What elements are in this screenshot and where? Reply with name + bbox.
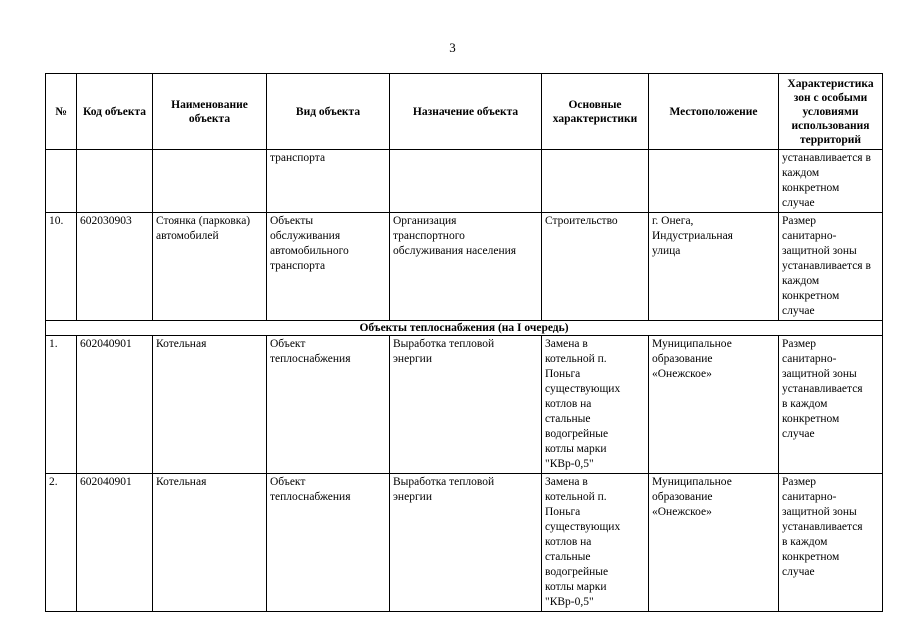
cell-location: [649, 150, 779, 213]
table-row: [46, 474, 883, 612]
cell-characteristics: Замена в котельной п. Поньга существующих котлов на стальные водогрейные котлы марки "КВр-0,5": [542, 336, 649, 474]
page-number: 3: [449, 40, 456, 55]
cell-purpose: Организация транспортного обслуживания населения: [390, 213, 542, 321]
table-row-continuation: [46, 150, 883, 213]
cell-location: Муниципальное образование «Онежское»: [649, 474, 779, 612]
cell-number: 10.: [46, 213, 77, 321]
cell-zones: Размер санитарно- защитной зоны устанавливается в каждом конкретном случае: [779, 213, 883, 321]
cell-name: Котельная: [153, 474, 267, 612]
header-characteristics: Основные характеристики: [542, 74, 649, 150]
cell-location: Муниципальное образование «Онежское»: [649, 336, 779, 474]
objects-table: [45, 73, 883, 612]
table-header-row: [46, 74, 883, 150]
header-location: Местоположение: [649, 74, 779, 150]
cell-type: Объект теплоснабжения: [267, 474, 390, 612]
header-special-zones: Характеристика зон с особыми условиями использования территорий: [779, 74, 883, 150]
table-row: [46, 336, 883, 474]
cell-zones: Размер санитарно- защитной зоны устанавливается в каждом конкретном случае: [779, 336, 883, 474]
cell-number: [46, 150, 77, 213]
header-object-code: Код объекта: [77, 74, 153, 150]
section-row: [46, 321, 883, 336]
cell-zones: Размер санитарно- защитной зоны устанавливается в каждом конкретном случае: [779, 474, 883, 612]
cell-code: [77, 150, 153, 213]
header-object-name: Наименование объекта: [153, 74, 267, 150]
cell-characteristics: Строительство: [542, 213, 649, 321]
cell-location: г. Онега, Индустриальная улица: [649, 213, 779, 321]
cell-number: 1.: [46, 336, 77, 474]
cell-characteristics: [542, 150, 649, 213]
section-title: Объекты теплоснабжения (на I очередь): [46, 321, 883, 336]
table-row: [46, 213, 883, 321]
cell-code: 602030903: [77, 213, 153, 321]
cell-purpose: Выработка тепловой энергии: [390, 474, 542, 612]
cell-number: 2.: [46, 474, 77, 612]
cell-purpose: Выработка тепловой энергии: [390, 336, 542, 474]
cell-name: [153, 150, 267, 213]
header-object-type: Вид объекта: [267, 74, 390, 150]
cell-zones: устанавливается в каждом конкретном случае: [779, 150, 883, 213]
cell-type: Объекты обслуживания автомобильного транспорта: [267, 213, 390, 321]
header-number: №: [46, 74, 77, 150]
cell-name: Котельная: [153, 336, 267, 474]
header-object-purpose: Назначение объекта: [390, 74, 542, 150]
cell-characteristics: Замена в котельной п. Поньга существующих котлов на стальные водогрейные котлы марки "КВр-0,5": [542, 474, 649, 612]
cell-type: Объект теплоснабжения: [267, 336, 390, 474]
cell-code: 602040901: [77, 474, 153, 612]
cell-name: Стоянка (парковка) автомобилей: [153, 213, 267, 321]
cell-code: 602040901: [77, 336, 153, 474]
cell-purpose: [390, 150, 542, 213]
cell-type: транспорта: [267, 150, 390, 213]
